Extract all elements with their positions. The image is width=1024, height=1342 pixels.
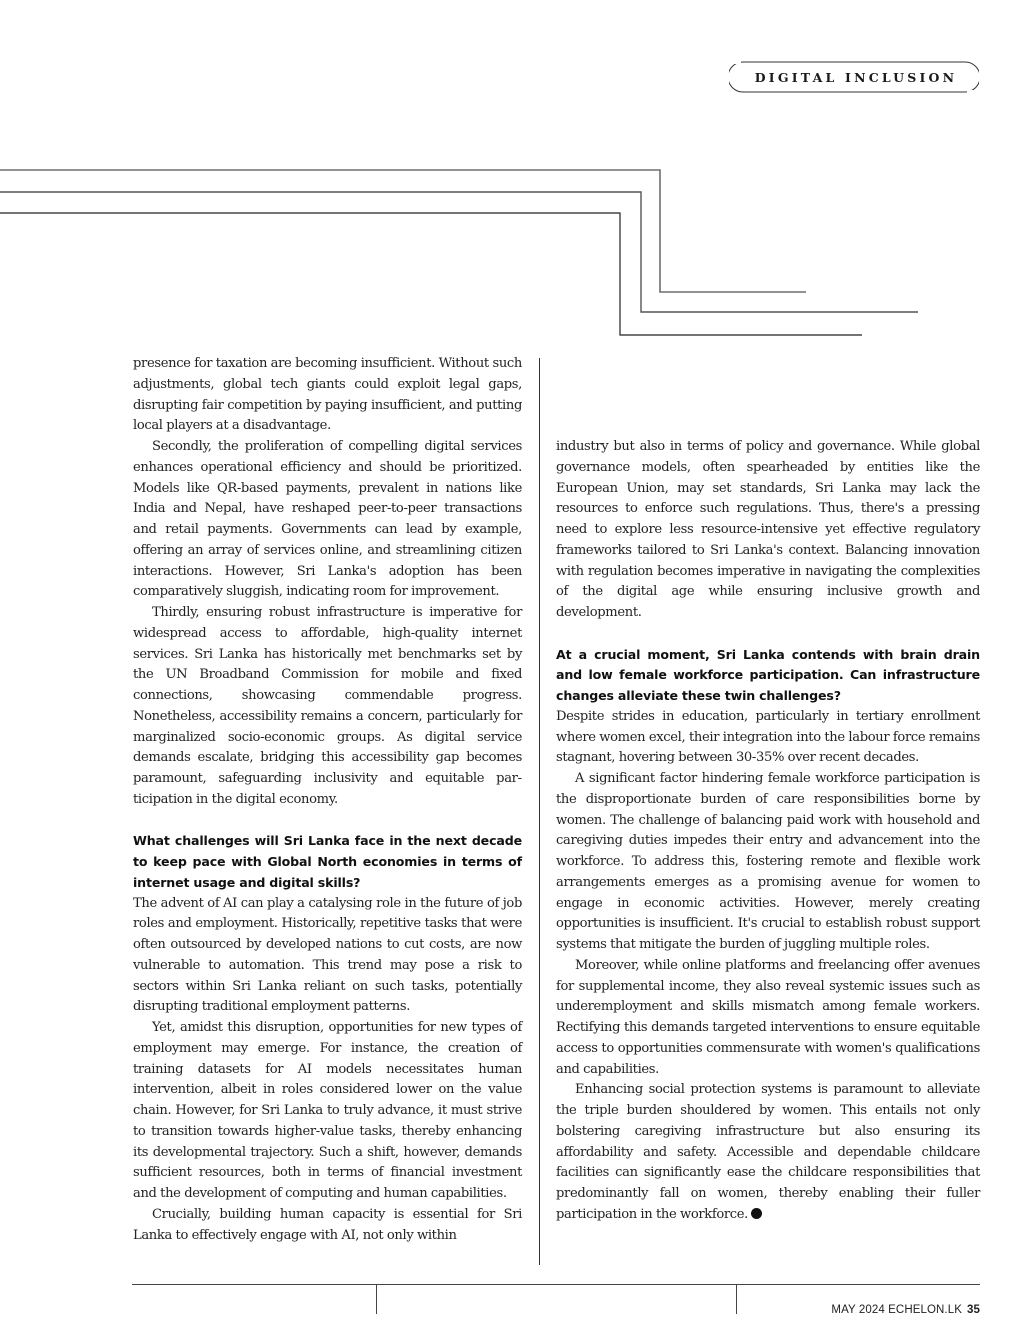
body-paragraph: Despite strides in education, particularly in tertiary enrollment where women excel, their integration into the labour force remains stagnant, hovering between 30-35% over recent decades.: [556, 708, 980, 766]
article-column-right: [556, 437, 980, 1226]
body-paragraph: industry but also in terms of policy and governance. While global governance models, often spearheaded by entities like the European Union, may set standards, Sri Lanka may lack the resources to enforce such regulations. Thus, there's a pressing need to explore less resource-intensive yet effective regulatory frameworks tailored to Sri Lanka's context. Balancing innovation with regulation becomes imperative in navigating the complexities of the digital age while ensuring inclusive growth and development.: [556, 439, 980, 620]
paragraph-gap: [556, 624, 980, 645]
deco-line-3: [0, 213, 862, 335]
deco-line-2: [0, 192, 918, 312]
section-tag-label: DIGITAL INCLUSION: [754, 69, 958, 85]
paragraph-gap: [133, 811, 522, 832]
body-paragraph: The advent of AI can play a catalysing role in the future of job roles and employment. Historically, repetitive tasks that were often outsourced by developed nations to cut costs, are now vulnerable to automation. This trend may pose a risk to sectors within Sri Lanka reliant on such tasks, potentially disrupting traditional employment patterns.: [133, 895, 522, 1015]
page-footer: [831, 1304, 980, 1316]
end-of-article-icon: [751, 1208, 762, 1219]
footer-tick: [736, 1284, 737, 1314]
body-paragraph: Thirdly, ensuring robust infrastructure is imperative for widespread access to affordable, high-quality internet services. Sri Lanka has historically met benchmarks set by the UN Broadband Commission for mobile and fixed connections, showcasing commendable progress. Nonetheless, accessibility remains a concern, particularly for marginalized socio-economic groups. As digital service demands escalate, bridging this accessibility gap becomes paramount, safeguarding inclusivity and equitable participation in the digital economy.: [133, 605, 522, 807]
deco-line-1: [0, 170, 806, 292]
footer-tick: [376, 1284, 377, 1314]
body-paragraph: Secondly, the proliferation of compelling digital services enhances operational efficiency and should be prioritized. Models like QR-based payments, prevalent in nations like India and Nepal, have reshaped peer-to-peer transactions and retail payments. Governments can lead by example, offering an array of services online, and streamlining citizen interactions. However, Sri Lanka's adoption has been comparatively sluggish, indicating room for improvement.: [133, 439, 522, 600]
body-paragraph: Yet, amidst this disruption, opportunities for new types of employment may emerge. For instance, the creation of training datasets for AI models necessitates human intervention, albeit in roles considered lower on the value chain. However, for Sri Lanka to truly advance, it must strive to transition towards higher-value tasks, thereby enhancing its developmental trajectory. Such a shift, however, demands sufficient resources, both in terms of financial investment and the development of computing and human capabilities.: [133, 1020, 522, 1201]
decorative-lines: [0, 0, 1024, 360]
body-paragraph: Enhancing social protection systems is paramount to alleviate the triple burden shouldered by women. This entails not only bolstering caregiving infrastructure but also ensuring its affordability and safety. Accessible and dependable childcare facilities can significantly ease the childcare responsibilities that predominantly fall on women, thereby enabling their fuller participation in the workforce.: [556, 1082, 980, 1222]
issue-label: MAY 2024 ECHELON.LK: [831, 1304, 962, 1316]
body-paragraph: A significant factor hindering female workforce participation is the disproportionate burden of care responsibilities borne by women. The challenge of balancing paid work with household and caregiving duties impedes their entry and advancement into the workforce. To address this, fostering remote and flexible work arrangements emerges as a promising avenue for women to engage in economic activities. However, merely creating opportunities is insufficient. It's crucial to establish robust support systems that mitigate the burden of juggling multiple roles.: [556, 771, 980, 952]
article-column-left: [133, 354, 522, 1246]
body-paragraph: Moreover, while online platforms and freelancing offer avenues for supplemental income, they also reveal systemic issues such as underemployment and skills mismatch among female workers. Rectifying this demands targeted interventions to ensure equitable access to opportunities commensurate with women's qualifications and capabilities.: [556, 957, 980, 1077]
column-divider: [539, 358, 540, 1265]
section-question-heading: What challenges will Sri Lanka face in the next decade to keep pace with Global North economies in terms of internet usage and digital skills?: [133, 833, 522, 890]
section-question-heading: At a crucial moment, Sri Lanka contends with brain drain and low female workforce participation. Can infrastructure changes alleviate these twin challenges?: [556, 646, 980, 703]
body-paragraph: presence for taxation are becoming insufficient. Without such adjustments, global tech giants could exploit legal gaps, disrupting fair competition by paying insufficient, and putting local players at a disadvantage.: [133, 356, 522, 434]
body-paragraph: Crucially, building human capacity is essential for Sri Lanka to effectively engage with AI, not only within: [133, 1206, 522, 1243]
footer-rule: [132, 1284, 980, 1285]
page-number: 35: [967, 1304, 980, 1316]
